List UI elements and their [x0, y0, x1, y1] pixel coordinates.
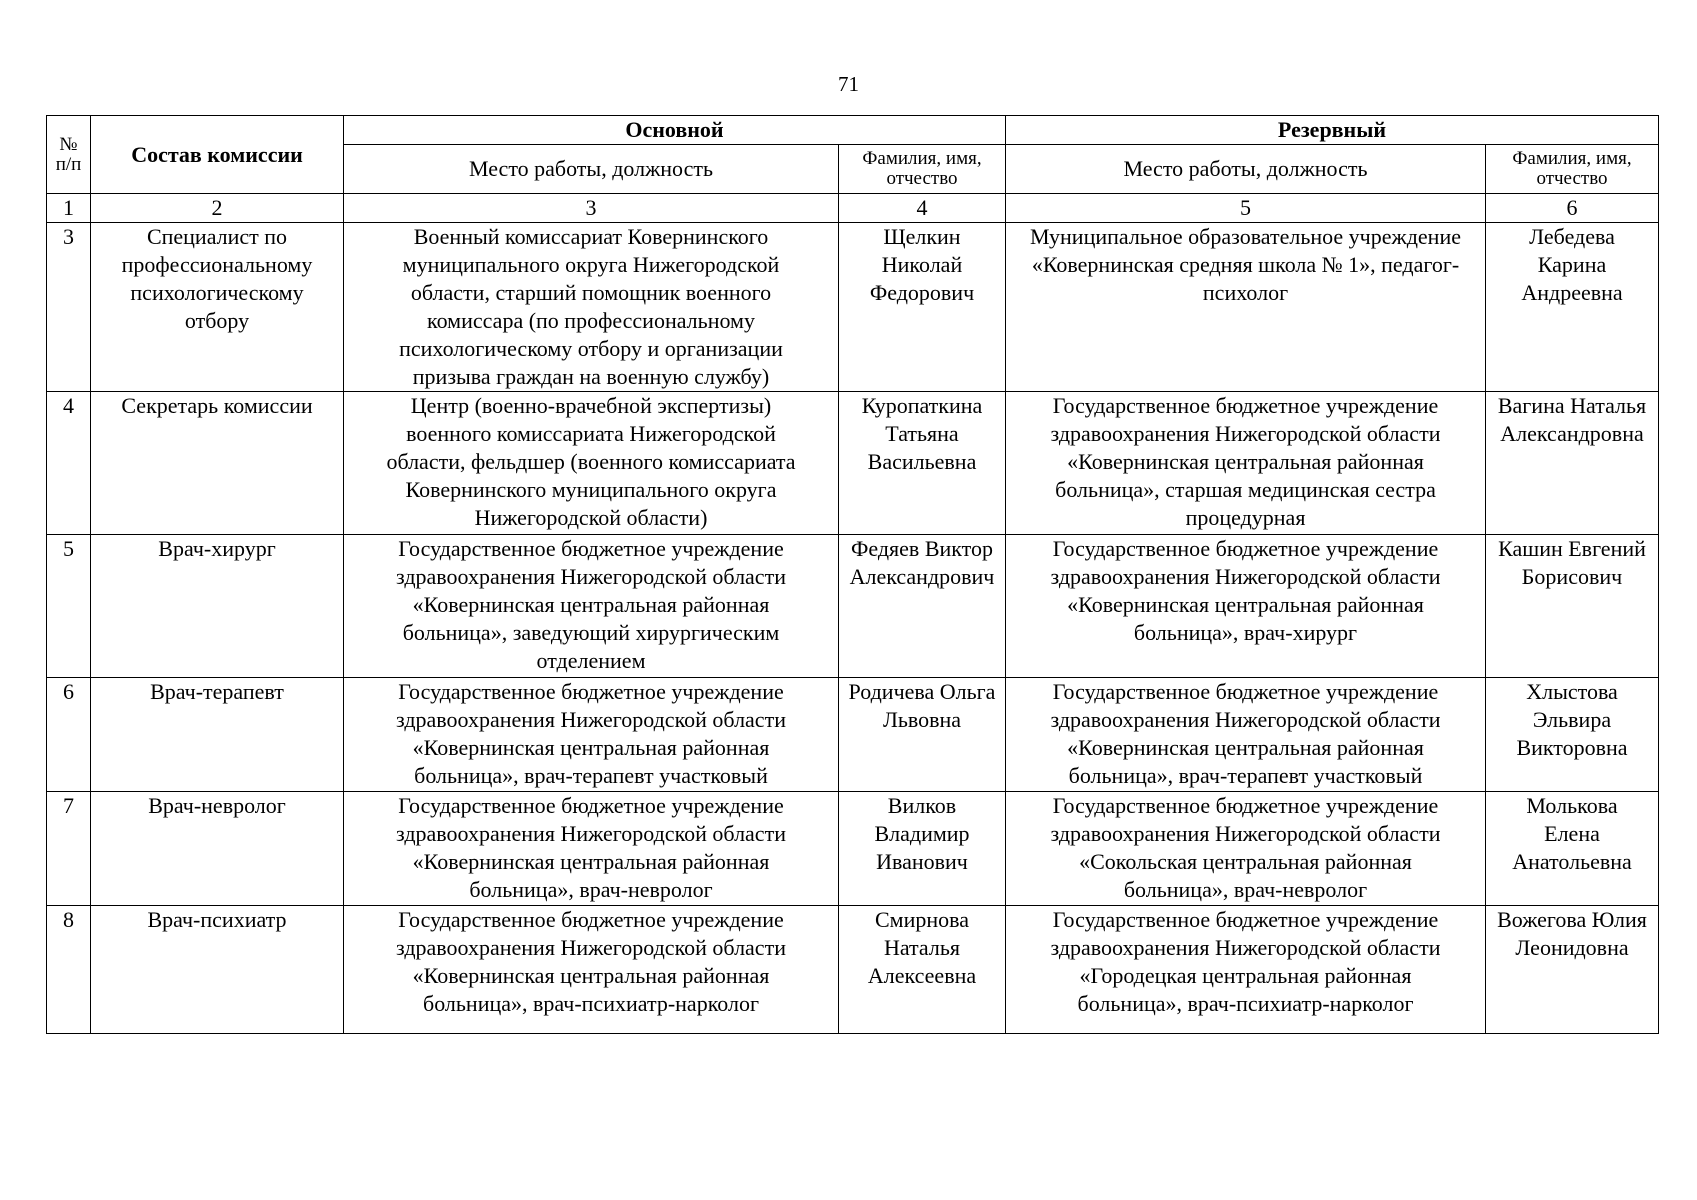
cell-line: Государственное бюджетное учреждение [398, 679, 784, 704]
cell-line: Анатольевна [1512, 849, 1632, 874]
cell-role [91, 792, 344, 906]
table-row [47, 906, 1659, 1034]
header-fio-line: отчество [886, 168, 958, 189]
cell-line: Иванович [876, 849, 968, 874]
cell-line: Владимир [874, 821, 970, 846]
cell-line: Врач-психиатр [147, 907, 287, 932]
cell-reserve-name [1486, 535, 1659, 678]
cell-line: Государственное бюджетное учреждение [1052, 679, 1439, 704]
header-fio-line: Фамилия, имя, [862, 148, 982, 169]
column-number: 3 [344, 194, 839, 223]
cell-line: «Ковернинская центральная районная [412, 963, 770, 988]
cell-line: области, фельдшер (военного комиссариата [386, 449, 796, 474]
cell-line: Государственное бюджетное учреждение [1052, 907, 1439, 932]
column-number: 4 [839, 194, 1006, 223]
cell-line: Васильевна [867, 449, 977, 474]
cell-main-name [839, 678, 1006, 792]
table-header [47, 116, 1659, 223]
cell-reserve-workplace [1006, 792, 1486, 906]
cell-line: Государственное бюджетное учреждение [1052, 793, 1439, 818]
cell-line: профессиональному [121, 252, 313, 277]
cell-line: здравоохранения Нижегородской области [1050, 821, 1441, 846]
cell-line: психологическому [130, 280, 304, 305]
cell-line: больница», врач-психиатр-нарколог [1077, 991, 1414, 1016]
cell-line: больница», врач-терапевт участковый [414, 763, 768, 788]
cell-line: Ковернинского муниципального округа [405, 477, 777, 502]
commission-table [46, 115, 1659, 1034]
cell-role [91, 906, 344, 1034]
cell-main-name [839, 792, 1006, 906]
cell-reserve-name [1486, 392, 1659, 535]
cell-reserve-workplace [1006, 906, 1486, 1034]
cell-reserve-name [1486, 223, 1659, 392]
cell-line: Александровна [1500, 421, 1644, 446]
cell-line: «Городецкая центральная районная [1079, 963, 1412, 988]
cell-line: здравоохранения Нижегородской области [1050, 707, 1441, 732]
cell-line: здравоохранения Нижегородской области [396, 564, 786, 589]
cell-num: 4 [47, 392, 91, 535]
cell-line: психолог [1202, 280, 1289, 305]
cell-line: Куропаткина [861, 393, 983, 418]
header-row-groups [47, 116, 1659, 145]
cell-reserve-name [1486, 678, 1659, 792]
cell-line: Центр (военно-врачебной экспертизы) [410, 393, 772, 418]
cell-line: «Ковернинская центральная районная [1067, 592, 1424, 617]
cell-reserve-name [1486, 906, 1659, 1034]
cell-num: 5 [47, 535, 91, 678]
cell-line: больница», заведующий хирургическим [402, 620, 780, 645]
header-num-line: п/п [55, 153, 82, 175]
header-main-group: Основной [344, 116, 1006, 145]
cell-line: «Ковернинская центральная районная [412, 735, 770, 760]
cell-line: Врач-невролог [148, 793, 286, 818]
cell-line: Государственное бюджетное учреждение [398, 536, 784, 561]
cell-line: больница», врач-невролог [469, 877, 713, 902]
cell-line: Андреевна [1521, 280, 1623, 305]
cell-role [91, 678, 344, 792]
header-main-fio [839, 145, 1006, 194]
cell-main-name [839, 906, 1006, 1034]
header-reserve-group: Резервный [1006, 116, 1659, 145]
cell-main-name [839, 392, 1006, 535]
cell-line: отбору [184, 308, 250, 333]
cell-role [91, 535, 344, 678]
cell-main-workplace [344, 678, 839, 792]
cell-line: комиссара (по профессиональному [427, 308, 755, 333]
cell-line: Вожегова Юлия [1497, 907, 1647, 932]
cell-line: Смирнова [874, 907, 969, 932]
cell-line: Вагина Наталья [1497, 393, 1647, 418]
cell-line: Николай [881, 252, 963, 277]
header-composition: Состав комиссии [91, 116, 344, 194]
cell-line: больница», врач-хирург [1133, 620, 1358, 645]
column-number: 1 [47, 194, 91, 223]
cell-line: «Ковернинская центральная районная [412, 849, 770, 874]
cell-line: «Ковернинская центральная районная [1067, 735, 1424, 760]
cell-main-workplace [344, 392, 839, 535]
cell-line: Нижегородской области) [474, 505, 708, 530]
cell-reserve-workplace [1006, 223, 1486, 392]
cell-line: Секретарь комиссии [121, 393, 313, 418]
cell-line: Татьяна [885, 421, 959, 446]
table-row [47, 392, 1659, 535]
cell-num: 3 [47, 223, 91, 392]
cell-line: здравоохранения Нижегородской области [1050, 564, 1441, 589]
cell-line: «Ковернинская центральная районная [412, 592, 770, 617]
cell-line: Вилков [887, 793, 957, 818]
cell-line: Муниципальное образовательное учреждение [1030, 224, 1461, 249]
cell-line: Наталья [883, 935, 961, 960]
cell-line: Федяев Виктор [851, 536, 993, 561]
header-main-workplace: Место работы, должность [344, 145, 839, 194]
cell-line: здравоохранения Нижегородской области [396, 821, 786, 846]
cell-line: Государственное бюджетное учреждение [1052, 536, 1439, 561]
cell-line: Государственное бюджетное учреждение [1052, 393, 1439, 418]
cell-line: Викторовна [1516, 735, 1628, 760]
header-reserve-workplace: Место работы, должность [1006, 145, 1486, 194]
cell-reserve-name [1486, 792, 1659, 906]
cell-line: Лебедева [1529, 224, 1615, 249]
header-num [47, 116, 91, 194]
cell-line: Кашин Евгений [1498, 536, 1646, 561]
cell-line: Борисович [1521, 564, 1623, 589]
cell-line: Александрович [849, 564, 995, 589]
cell-line: «Ковернинская центральная районная [1067, 449, 1424, 474]
cell-line: «Сокольская центральная районная [1079, 849, 1412, 874]
cell-num: 7 [47, 792, 91, 906]
table-row [47, 223, 1659, 392]
cell-main-workplace [344, 906, 839, 1034]
cell-line: здравоохранения Нижегородской области [396, 935, 786, 960]
cell-line: Елена [1544, 821, 1600, 846]
cell-line: Алексеевна [867, 963, 977, 988]
cell-line: «Ковернинская средняя школа № 1», педагог- [1031, 252, 1460, 277]
cell-reserve-workplace [1006, 678, 1486, 792]
cell-line: Карина [1537, 252, 1607, 277]
cell-line: Эльвира [1532, 707, 1612, 732]
cell-main-workplace [344, 223, 839, 392]
cell-line: Хлыстова [1526, 679, 1618, 704]
cell-reserve-workplace [1006, 392, 1486, 535]
cell-main-name [839, 223, 1006, 392]
cell-line: Военный комиссариат Ковернинского [413, 224, 769, 249]
cell-line: Государственное бюджетное учреждение [398, 793, 784, 818]
header-reserve-fio [1486, 145, 1659, 194]
cell-line: Родичева Ольга [848, 679, 996, 704]
cell-reserve-workplace [1006, 535, 1486, 678]
cell-line: Щелкин [883, 224, 961, 249]
cell-line: Государственное бюджетное учреждение [398, 907, 784, 932]
cell-line: Леонидовна [1515, 935, 1629, 960]
cell-line: больница», врач-невролог [1123, 877, 1368, 902]
cell-line: Врач-хирург [158, 536, 276, 561]
header-row-column-numbers [47, 194, 1659, 223]
column-number: 6 [1486, 194, 1659, 223]
cell-main-workplace [344, 792, 839, 906]
header-num-line: № [59, 133, 78, 155]
cell-num: 6 [47, 678, 91, 792]
cell-num: 8 [47, 906, 91, 1034]
header-fio-line: Фамилия, имя, [1512, 148, 1632, 169]
cell-line: Врач-терапевт [150, 679, 284, 704]
cell-role [91, 223, 344, 392]
cell-main-workplace [344, 535, 839, 678]
cell-main-name [839, 535, 1006, 678]
cell-line: психологическому отбору и организации [399, 336, 783, 361]
table-body [47, 223, 1659, 1034]
cell-line: больница», врач-терапевт участковый [1068, 763, 1423, 788]
table-row [47, 792, 1659, 906]
column-number: 2 [91, 194, 344, 223]
column-number: 5 [1006, 194, 1486, 223]
cell-line: отделением [536, 648, 646, 673]
table-row [47, 678, 1659, 792]
cell-line: Федорович [869, 280, 975, 305]
cell-line: военного комиссариата Нижегородской [406, 421, 776, 446]
cell-line: области, старший помощник военного [410, 280, 772, 305]
cell-role [91, 392, 344, 535]
cell-line: здравоохранения Нижегородской области [1050, 421, 1441, 446]
cell-line: муниципального округа Нижегородской [402, 252, 780, 277]
page-number: 71 [838, 72, 859, 96]
cell-line: здравоохранения Нижегородской области [396, 707, 786, 732]
cell-line: больница», старшая медицинская сестра [1055, 477, 1436, 502]
cell-line: призыва граждан на военную службу) [412, 364, 770, 389]
cell-line: здравоохранения Нижегородской области [1050, 935, 1441, 960]
header-fio-line: отчество [1536, 168, 1608, 189]
cell-line: Молькова [1526, 793, 1618, 818]
cell-line: Специалист по [146, 224, 288, 249]
cell-line: Львовна [882, 707, 962, 732]
cell-line: процедурная [1185, 505, 1306, 530]
cell-line: больница», врач-психиатр-нарколог [423, 991, 759, 1016]
table-row [47, 535, 1659, 678]
